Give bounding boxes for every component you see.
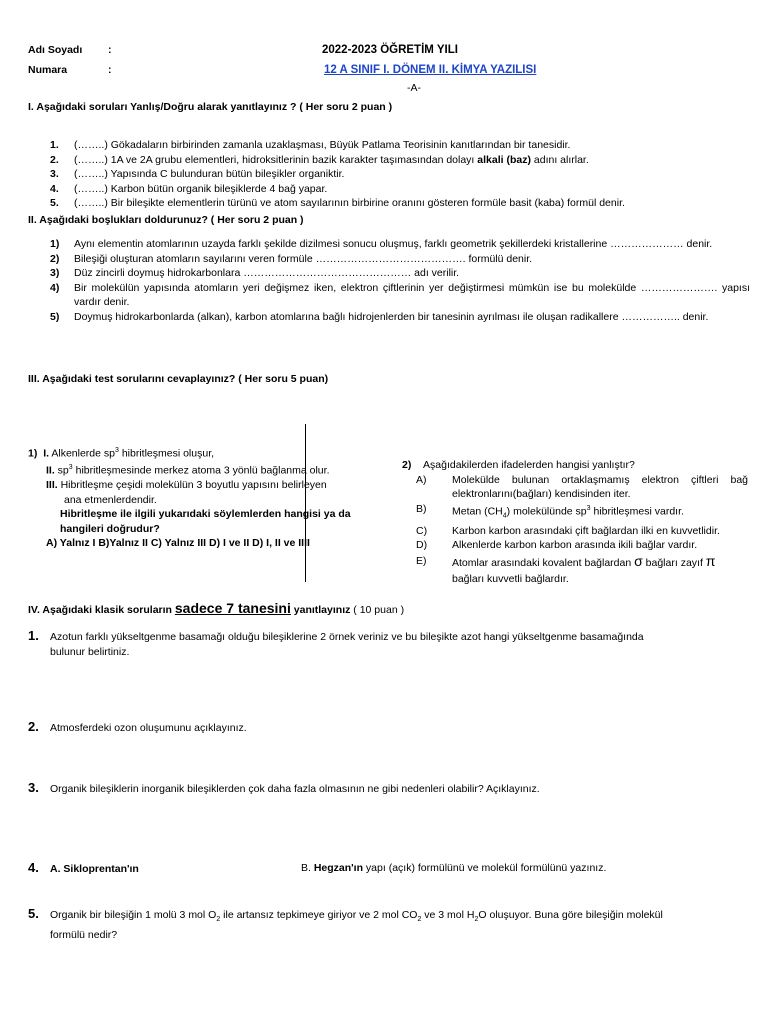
item-text: Düz zincirli doymuş hidrokarbonlara ………………………………………… adı verilir. <box>74 267 460 279</box>
test-question-2: 2) Aşağıdakilerden ifadelerden hangisi yanlıştır? A) Molekülde bulunan ortaklaşmamış elektron çiftleri bağ elektronlarını(bağları) kendisinden iter. B) Metan $(CH_4)$ molekülünde $sp^3$ hibritleşmesi vardır. C) Karbon karbon arasındaki çift bağlardan ilki en kuvvetlidir. D) Alkenlerde karbon karbon arasında ikili bağlar vardır. E) Atomlar arasındaki kovalent bağlardan σ bağları zayıf π bağları kuvvetli bağlardır. <box>402 459 748 585</box>
section2-title: II. Aşağıdaki boşlukları doldurunuz? ( Her soru 2 puan ) <box>28 214 304 226</box>
section4-title: IV. Aşağıdaki klasik soruların sadece 7 tanesini yanıtlayınız ( 10 puan ) <box>28 600 405 616</box>
section1-title: I. Aşağıdaki soruları Yanlış/Doğru alarak yanıtlayınız ? ( Her soru 2 puan ) <box>28 101 393 113</box>
item-number: 2. <box>50 153 59 166</box>
name-label: Adı Soyadı <box>28 44 83 56</box>
list-item <box>50 252 750 267</box>
item-number: 1) <box>50 238 60 250</box>
list-item <box>50 138 750 153</box>
item-text: (……..) Bir bileşikte elementlerin türünü ve atom sayılarının birbirine oranını gösteren formüle basit (kaba) formül denir. <box>74 197 625 209</box>
school-year: 2022-2023 ÖĞRETİM YILI <box>322 44 458 56</box>
exam-title-link[interactable]: 12 A SINIF I. DÖNEM II. KİMYA YAZILISI <box>324 64 537 76</box>
list-item <box>50 167 750 182</box>
item-text: Bir molekülün yapısında atomların yeri değişmez iken, elektron çiftlerinin yer değiştirmesi mümkün ise bu molekülde …………………. yapısı vardır denir. <box>74 281 750 308</box>
item-number: 3) <box>50 267 60 279</box>
number-label: Numara <box>28 64 68 76</box>
item-text: Aynı elementin atomlarının uzayda farklı şekilde dizilmesi sonucu oluşmuş, farklı geometrik şekillerdeki kristallerine ………………… denir. <box>74 238 713 250</box>
section2-list <box>50 237 750 324</box>
item-number: 4) <box>50 281 60 294</box>
number-colon: : <box>108 64 112 76</box>
question-number: 2. <box>28 719 39 734</box>
list-item <box>50 281 750 310</box>
exam-group: -A- <box>407 82 421 94</box>
question-number: 2) <box>402 459 412 471</box>
item-number: 3. <box>50 168 59 180</box>
item-number: 2) <box>50 252 60 265</box>
name-colon: : <box>108 44 112 56</box>
list-item <box>50 237 750 252</box>
question-number: 5. <box>28 906 39 921</box>
item-number: 5) <box>50 310 60 323</box>
item-text: Doymuş hidrokarbonlarda (alkan), karbon atomlarına bağlı hidrojenlerden bir tanesinin ayrılması ile oluşan radikallere …………….. denir. <box>74 310 709 323</box>
list-item <box>50 310 750 325</box>
section1-list <box>50 138 750 211</box>
question-number: 3. <box>28 780 39 795</box>
list-item <box>50 153 750 168</box>
section3-title: III. Aşağıdaki test sorularını cevaplayınız? ( Her soru 5 puan) <box>28 373 329 385</box>
test-question-1: 1) I. Alkenlerde $sp^3$ hibritleşmesi oluşur, II. $sp^3$ hibritleşmesinde merkez atoma 3 yönlü bağlanma olur. III. Hibritleşme çeşidi molekülün 3 boyutlu yapısını belirleyen ana etmenlerdendir. Hibritleşme ile ilgili yukarıdaki söylemlerden hangisi ya da hangileri doğrudur? A) Yalnız I B)Yalnız II C) Yalnız III D) I ve II D) I, II ve IIII <box>28 444 378 551</box>
item-text: (……..) 1A ve 2A grubu elementleri, hidroksitlerinin bazik karakter taşımasından dolayı alkali (baz) adını alırlar. <box>74 153 589 166</box>
item-number: 5. <box>50 197 59 209</box>
question-number: 1. <box>28 628 39 643</box>
list-item <box>50 266 750 281</box>
item-text: (……..) Yapısında C bulunduran bütün bileşikler organiktir. <box>74 168 345 180</box>
question-number: 1) <box>28 447 38 460</box>
list-item <box>50 196 750 211</box>
item-text: Bileşiği oluşturan atomların sayılarını veren formüle ……………………………………. formülü denir. <box>74 252 533 265</box>
item-text: (……..) Gökadaların birbirinden zamanla uzaklaşması, Büyük Patlama Teorisinin kanıtlarından bir tanesidir. <box>74 139 571 151</box>
item-text: (……..) Karbon bütün organik bileşiklerde 4 bağ yapar. <box>74 182 328 195</box>
item-number: 4. <box>50 182 59 195</box>
answer-options: A) Yalnız I B)Yalnız II C) Yalnız III D) I ve II D) I, II ve IIII <box>46 537 310 549</box>
question-number: 4. <box>28 860 39 875</box>
list-item <box>50 182 750 197</box>
item-number: 1. <box>50 139 59 151</box>
